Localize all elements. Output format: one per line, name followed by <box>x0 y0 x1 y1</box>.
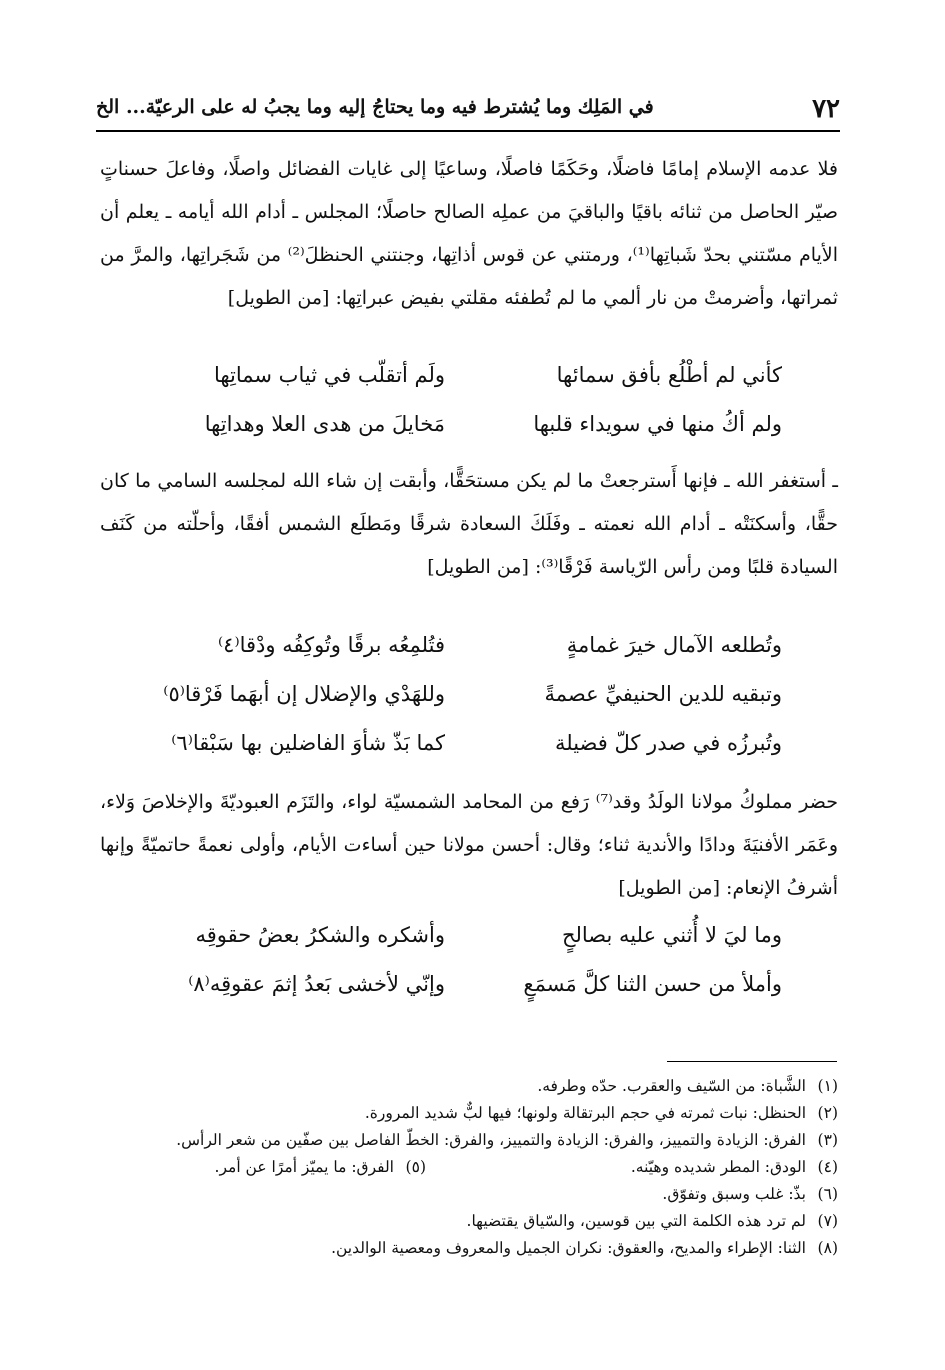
verse-second-hemistich: وللهَدْي والإضلال إن أبهَما فَرْقا⁽٥⁾ <box>163 682 445 706</box>
footnote-number: (٦) <box>817 1185 838 1203</box>
verse-line-4 <box>0 682 945 722</box>
paragraph-2: ـ أستغفر الله ـ فإنها أَسترجعتْ ما لم يكن مستحَقًّا، وأبقت إن شاء الله لمجلسه السامي ما كان حقًّا، وأسكنَتْه ـ أدام الله نعمته ـ وفَلَكَ السعادة شرقًا ومَطلَع الشمس أفقًا، وأحلّته من كَنَف السيادة قلبًا ومن رأس الرّياسة فَرْقًا⁽³⁾: [من الطويل] <box>100 470 838 578</box>
footnote-text: بذّ: غلب وسبق وتفوّق. <box>662 1185 806 1203</box>
verse-line-1 <box>0 363 945 403</box>
footnote-text: الثنا: الإطراء والمديح، والعقوق: نكران الجميل والمعروف ومعصية الوالدين. <box>331 1239 806 1257</box>
verse-line-5 <box>0 731 945 771</box>
paragraph-3: حضر مملوكُ مولانا الولَدُ وقد⁽⁷⁾ رَفع من المحامد الشمسيّة لواء، والتَزَم العبوديّةَ والإخلاصَ وَلاء، وعَمَر الأفنيَةَ ودادًا والأندية ثناء؛ وقال: أحسن مولانا حين أساءت الأيام، وأولى نعمةً حاتميّةً وإنها أشرفُ الإنعام: [من الطويل] <box>100 791 838 899</box>
verse-first-hemistich: وما ليَ لا أُثني عليه بصالحٍ <box>561 923 782 947</box>
footnote-number: (٤) <box>817 1158 838 1176</box>
footnote-separator <box>667 1061 837 1062</box>
verse-line-3 <box>0 633 945 673</box>
footnote-text: الشَّباة: من السّيف والعقرب. حدّه وطرفه. <box>537 1077 806 1095</box>
verse-line-7 <box>0 972 945 1012</box>
verse-line-2 <box>0 412 945 452</box>
footnote-text: الحنظل: نبات ثمرته في حجم البرتقالة ولونها؛ فيها لبٌّ شديد المرورة. <box>364 1104 806 1122</box>
footnote-5 <box>215 1154 426 1181</box>
verse-second-hemistich: فتُلمِعُه برقًا وتُوكِفُه ودْقا⁽٤⁾ <box>217 633 445 657</box>
footnote-text: لم ترد هذه الكلمة التي بين قوسين، والسّياق يقتضيها. <box>466 1212 806 1230</box>
header-rule <box>96 130 840 132</box>
footnote-4 <box>426 1154 838 1181</box>
paragraph-1: فلا عدمه الإسلام إمامًا فاضلًا، وحَكَمًا فاصلًا، وساعيًا إلى غايات الفضائل واصلًا، وفاعلَ حسناتٍ صيّر الحاصل من ثنائه باقيًا والباقيَ من عملِه الصالح حاصلًا؛ المجلس ـ أدام الله أيامه ـ يعلم أن الأيام مسّتني بحدّ شَباتِها⁽¹⁾، ورمتني عن قوس أذاتِها، وجنتني الحنظلَ⁽²⁾ من شَجَراتِها، والمرَّ من ثمراتها، وأضرمتْ من نار ألمي ما لم تُطفئه مقلتي بفيض عبراتِها: [من الطويل] <box>100 158 838 309</box>
verse-second-hemistich: وأشكره والشكرُ بعضُ حقوقِه <box>195 923 445 947</box>
footnote-6 <box>100 1181 838 1208</box>
footnote-text: الفرق: ما يميّز أمرًا عن أمر. <box>214 1158 394 1176</box>
running-title: في المَلِك وما يُشترط فيه وما يحتاجُ إليه وما يجبُ له على الرعيّة... الخ <box>96 96 654 118</box>
verse-second-hemistich: ولَم أتقلّب في ثياب سماتِها <box>213 363 445 387</box>
verse-first-hemistich: كأني لم أطْلُع بأفق سمائها <box>556 363 782 387</box>
footnote-8 <box>100 1235 838 1262</box>
footnote-text: الودق: المطر شديده وهيّنه. <box>630 1158 806 1176</box>
footnote-3 <box>100 1127 838 1154</box>
footnote-number: (٥) <box>405 1158 426 1176</box>
page-number: ٧٢ <box>812 94 840 124</box>
footnote-2 <box>100 1100 838 1127</box>
verse-first-hemistich: ولم أكُ منها في سويداء قلبها <box>533 412 782 436</box>
verse-second-hemistich: وإنّي لأخشى بَعدُ إثمَ عقوقِه⁽٨⁾ <box>188 972 445 996</box>
footnote-number: (١) <box>817 1077 838 1095</box>
verse-first-hemistich: وتُطلعه الآمال خيرَ غمامةٍ <box>566 633 782 657</box>
footnote-7 <box>100 1208 838 1235</box>
footnote-text: الفرق: الزيادة والتمييز، والفرق: الزيادة والتمييز، والفرق: الخطّ الفاصل بين صفّين من شعر الرأس. <box>176 1131 806 1149</box>
verse-line-6 <box>0 923 945 963</box>
verse-second-hemistich: مَخايلَ من هدى العلا وهداتِها <box>204 412 445 436</box>
page-header <box>96 88 840 128</box>
verse-first-hemistich: وتبقيه للدين الحنيفيِّ عصمةً <box>544 682 782 706</box>
footnote-row-4-5 <box>100 1154 838 1181</box>
footnote-number: (٨) <box>817 1239 838 1257</box>
footnote-number: (٢) <box>817 1104 838 1122</box>
verse-first-hemistich: وأملأ من حسن الثنا كلَّ مَسمَعٍ <box>523 972 782 996</box>
footnote-number: (٧) <box>817 1212 838 1230</box>
footnote-number: (٣) <box>817 1131 838 1149</box>
footnotes <box>100 1073 838 1262</box>
verse-second-hemistich: كما بَذّ شأوَ الفاضلين بها سَبْقا⁽٦⁾ <box>171 731 445 755</box>
footnote-1 <box>100 1073 838 1100</box>
verse-first-hemistich: وتُبرزُه في صدر كلّ فضيلة <box>555 731 782 755</box>
